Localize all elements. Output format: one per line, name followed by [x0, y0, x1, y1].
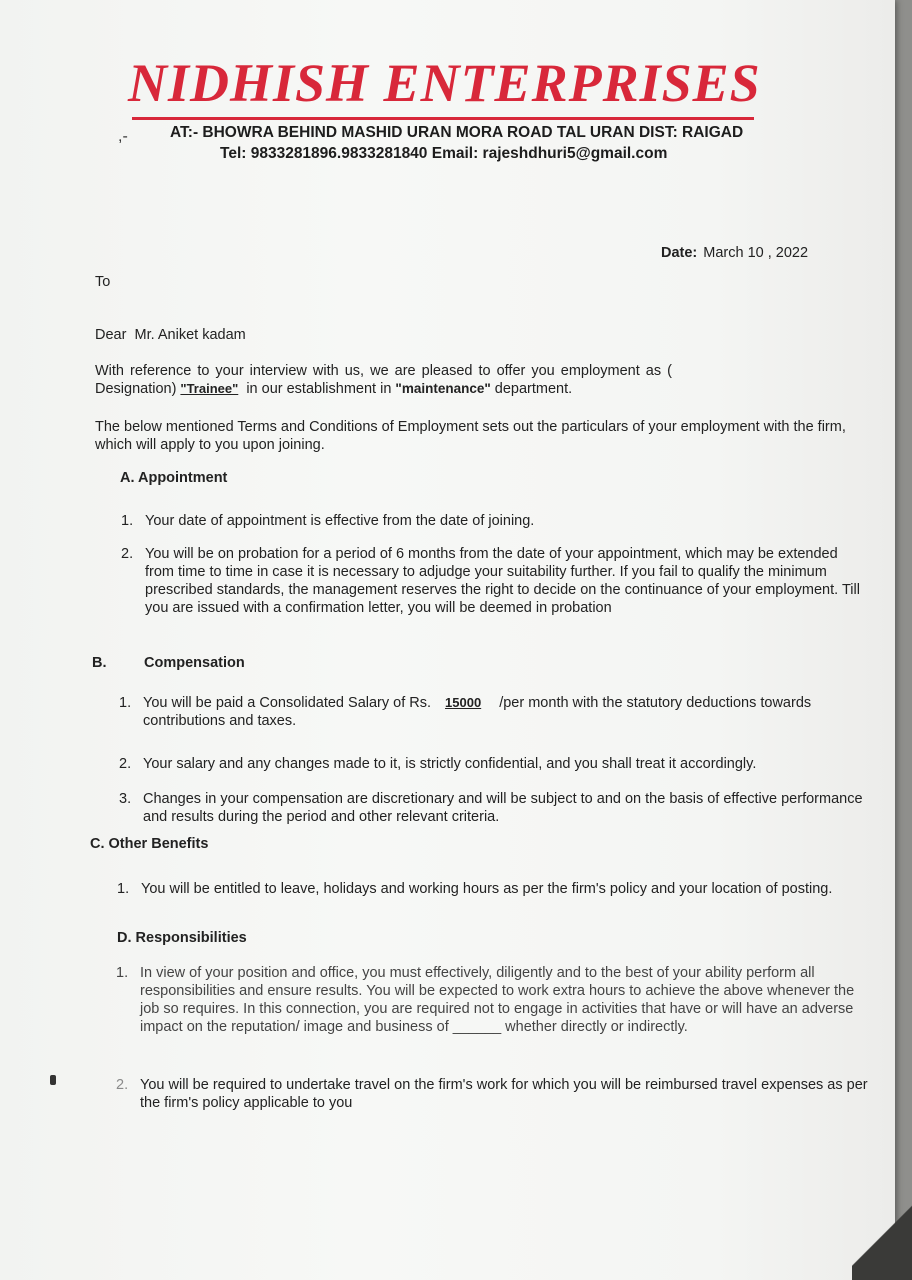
- item-text: Your salary and any changes made to it, is strictly confidential, and you shall treat it accordingly.: [143, 756, 757, 772]
- item-text: You will be on probation for a period of 6 months from the date of your appointment, which may be extended from time to time in case it is necessary to adjudge your suitability further. If you fail to qualify the minimum prescribed standards, the management reserves the right to decide on the continuance of your employment. Till you are issued with a confirmation letter, you will be deemed in probation: [145, 546, 860, 616]
- item-text: Your date of appointment is effective from the date of joining.: [145, 513, 535, 529]
- intro-department-label: department.: [494, 381, 573, 397]
- recipient-to: To: [95, 274, 111, 290]
- salary-text: You will be paid a Consolidated Salary of Rs.: [143, 695, 432, 711]
- section-a-heading: A. Appointment: [120, 470, 228, 486]
- item-number: 1.: [116, 965, 129, 981]
- intro-line-1: With reference to your interview with us, we are pleased to offer you employment as (: [95, 363, 672, 379]
- item-text: You will be required to undertake travel on the firm's work for which you will be reimbursed travel expenses as per the firm's policy applicable to you: [140, 1077, 868, 1111]
- salutation-dear: Dear: [95, 327, 127, 343]
- date-value: March 10 , 2022: [703, 245, 809, 261]
- salary-amount: 15000: [445, 695, 482, 710]
- letterhead-rule: [132, 117, 754, 120]
- company-name: NIDHISH ENTERPRISES: [128, 53, 761, 113]
- intro-designation-label: Designation): [95, 381, 177, 397]
- item-number: 1.: [119, 695, 132, 711]
- section-c-item-1: [117, 880, 869, 898]
- pen-mark: ,-: [118, 128, 128, 145]
- intro-paragraph: [95, 362, 867, 398]
- recipient-name: Mr. Aniket kadam: [134, 327, 246, 343]
- hole-punch-mark: [50, 1075, 56, 1085]
- item-text: Changes in your compensation are discretionary and will be subject to and on the basis of effective performance and results during the period and other relevant criteria.: [143, 791, 863, 825]
- letter-date: [661, 245, 808, 261]
- company-contact: Tel: 9833281896.9833281840 Email: rajeshdhuri5@gmail.com: [220, 145, 668, 162]
- item-number: 2.: [121, 546, 134, 562]
- section-b-letter: B.: [92, 655, 107, 671]
- section-d-item-2: [116, 1076, 870, 1112]
- terms-intro: The below mentioned Terms and Conditions of Employment sets out the particulars of your employment with the firm, which will apply to you upon joining.: [95, 419, 846, 453]
- department-value: "maintenance": [395, 381, 491, 396]
- item-text: In view of your position and office, you must effectively, diligently and to the best of your ability perform all responsibilities and ensure results. You will be expected to work extra hours to achieve the above whenever the job so requires. In this connection, you are required not to engage in activities that have or will have an adverse impact on the reputation/ image and business of ______ whether directly or indirectly.: [140, 965, 855, 1035]
- intro-line-2: [95, 380, 867, 398]
- section-c-heading: C. Other Benefits: [90, 836, 209, 852]
- item-text: You will be entitled to leave, holidays and working hours as per the firm's policy and your location of posting.: [141, 881, 833, 897]
- section-b-item-1: [119, 694, 867, 730]
- item-number: 2.: [116, 1077, 129, 1093]
- company-address: AT:- BHOWRA BEHIND MASHID URAN MORA ROAD TAL URAN DIST: RAIGAD: [170, 124, 744, 141]
- section-d-item-1: [116, 964, 868, 1036]
- salary-text-rest: /per month with the statutory deductions towards contributions and taxes.: [143, 695, 812, 729]
- item-number: 1.: [117, 881, 130, 897]
- section-b-item-3: [119, 790, 867, 826]
- section-d-heading: D. Responsibilities: [117, 930, 247, 946]
- section-a-item-2: [121, 545, 867, 617]
- intro-establishment: in our establishment in: [246, 381, 392, 397]
- section-b-item-2: [119, 755, 867, 773]
- item-number: 3.: [119, 791, 132, 807]
- designation-value: "Trainee": [180, 381, 239, 396]
- section-b-heading: Compensation: [144, 655, 245, 671]
- section-a-item-1: [121, 512, 867, 530]
- item-number: 2.: [119, 756, 132, 772]
- date-label: Date:: [661, 245, 698, 261]
- page-shadow: [852, 1190, 912, 1280]
- salutation: [95, 327, 246, 343]
- item-number: 1.: [121, 513, 134, 529]
